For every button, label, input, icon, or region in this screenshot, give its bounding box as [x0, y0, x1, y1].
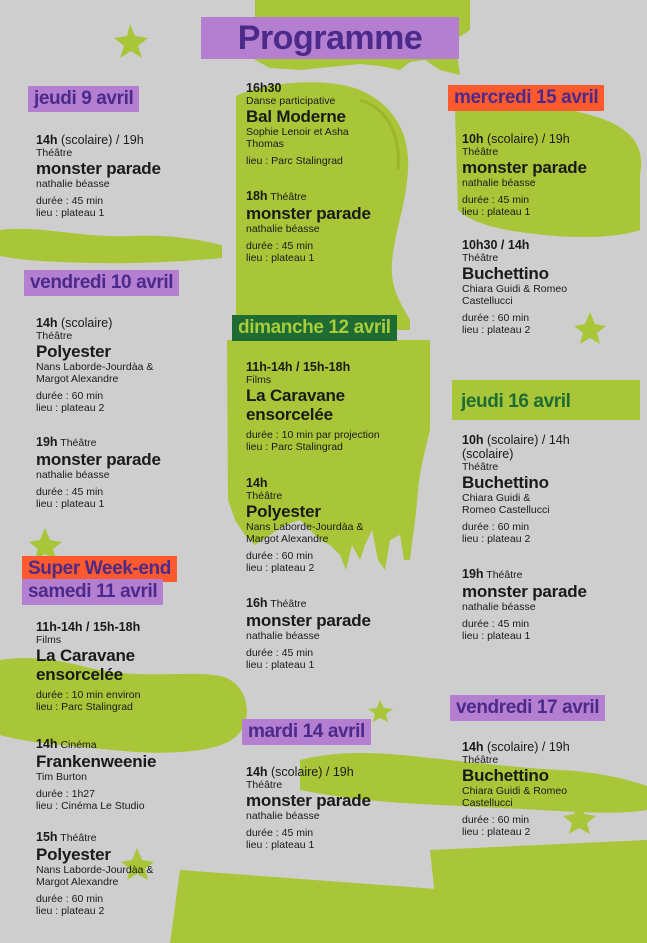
event-time: 16h	[246, 596, 268, 610]
event-samedi11-frankenweenie	[36, 737, 236, 812]
event-time: 11h-14h / 15h-18h	[246, 360, 351, 374]
event-note: (scolaire) / 19h	[483, 740, 570, 754]
event-title: Bal Moderne	[246, 107, 346, 126]
event-duration: durée : 45 min	[246, 827, 314, 839]
event-duration: durée : 60 min	[462, 312, 530, 324]
event-place: lieu : plateau 1	[462, 206, 531, 218]
event-dimanche12-monster-parade	[246, 596, 446, 671]
event-place: lieu : Parc Stalingrad	[246, 441, 343, 453]
event-duration: durée : 10 min par projection	[246, 429, 380, 441]
event-note: (scolaire)	[57, 316, 113, 330]
event-mercredi15-buchettino	[462, 238, 582, 336]
event-place: lieu : plateau 1	[36, 207, 105, 219]
event-genre: Théâtre	[246, 490, 283, 502]
event-artist: Tim Burton	[36, 771, 87, 783]
event-jeudi16-buchettino	[462, 433, 602, 545]
day-label-vendredi-10: vendredi 10 avril	[24, 270, 179, 296]
event-time: 18h	[246, 189, 268, 203]
event-title: Buchettino	[462, 473, 549, 492]
event-note: Théâtre	[267, 598, 307, 610]
event-place: lieu : Parc Stalingrad	[36, 701, 133, 713]
event-duration: durée : 60 min	[462, 521, 530, 533]
event-place: lieu : plateau 2	[462, 826, 531, 838]
event-time: 14h	[246, 476, 268, 490]
event-artist: nathalie béasse	[462, 177, 536, 189]
event-time: 19h	[36, 435, 58, 449]
event-note: (scolaire) / 19h	[483, 132, 570, 146]
event-title: Buchettino	[462, 766, 549, 785]
event-title: monster parade	[462, 582, 587, 601]
event-place: lieu : plateau 2	[246, 562, 315, 574]
event-note: (scolaire) / 19h	[267, 765, 354, 779]
event-vendredi17-buchettino	[462, 740, 582, 838]
event-dimanche12-polyester	[246, 476, 396, 574]
event-mardi14-monster-parade	[246, 765, 446, 851]
event-duration: durée : 60 min	[36, 390, 104, 402]
event-time: 10h30 / 14h	[462, 238, 530, 252]
event-title: monster parade	[36, 450, 161, 469]
event-genre: Théâtre	[462, 146, 499, 158]
event-duration: durée : 60 min	[246, 550, 314, 562]
event-artist: nathalie béasse	[246, 810, 320, 822]
event-artist: Chiara Guidi & Romeo Castellucci	[462, 492, 550, 516]
lime-smear-left	[0, 229, 222, 263]
event-place: lieu : plateau 1	[462, 630, 531, 642]
event-time: 15h	[36, 830, 58, 844]
event-note: (scolaire) / 19h	[57, 133, 144, 147]
event-title: Polyester	[246, 502, 321, 521]
day-label-super-weekend: Super Week-end	[22, 556, 177, 582]
event-time: 14h	[462, 740, 484, 754]
event-place: lieu : plateau 2	[36, 905, 105, 917]
event-time: 10h	[462, 132, 484, 146]
event-title: La Caravane ensorcelée	[246, 386, 345, 424]
event-vendredi10-polyester	[36, 316, 186, 414]
event-genre: Danse participative	[246, 95, 336, 107]
event-artist: Nans Laborde-Jourdàa & Margot Alexandre	[36, 361, 154, 385]
event-title: monster parade	[246, 791, 371, 810]
event-place: lieu : plateau 2	[36, 402, 105, 414]
event-jeudi9-monster-parade	[36, 133, 236, 219]
event-duration: durée : 60 min	[462, 814, 530, 826]
event-time: 14h	[36, 737, 58, 751]
event-time: 19h	[462, 567, 484, 581]
star-icon	[114, 24, 148, 58]
event-title: monster parade	[246, 204, 371, 223]
event-artist: nathalie béasse	[36, 178, 110, 190]
event-samedi11-caravane	[36, 620, 176, 713]
event-samedi11-bal-moderne	[246, 81, 376, 167]
event-note: Théâtre	[57, 832, 97, 844]
day-label-jeudi-9: jeudi 9 avril	[28, 86, 139, 112]
event-title: La Caravane ensorcelée	[36, 646, 135, 684]
star-icon	[368, 700, 393, 722]
event-place: lieu : plateau 2	[462, 324, 531, 336]
event-duration: durée : 1h27	[36, 788, 95, 800]
event-place: lieu : Parc Stalingrad	[246, 155, 343, 167]
event-place: lieu : plateau 1	[36, 498, 105, 510]
event-title: Buchettino	[462, 264, 549, 283]
event-title: monster parade	[246, 611, 371, 630]
lime-slab-bottom	[170, 870, 455, 943]
event-samedi11-monster-parade	[246, 189, 446, 264]
event-samedi11-polyester	[36, 830, 186, 917]
day-label-jeudi-16: jeudi 16 avril	[461, 391, 571, 412]
event-mercredi15-monster-parade	[462, 132, 647, 218]
event-duration: durée : 10 min environ	[36, 689, 141, 701]
event-artist: nathalie béasse	[246, 630, 320, 642]
lime-slab-right-bottom	[430, 840, 647, 943]
event-duration: durée : 45 min	[246, 647, 314, 659]
event-artist: Sophie Lenoir et Asha Thomas	[246, 126, 349, 150]
event-genre: Théâtre	[36, 147, 73, 159]
event-artist: nathalie béasse	[36, 469, 110, 481]
event-artist: nathalie béasse	[246, 223, 320, 235]
event-place: lieu : plateau 1	[246, 839, 315, 851]
day-label-dimanche-12: dimanche 12 avril	[232, 315, 397, 341]
event-genre: Théâtre	[36, 330, 73, 342]
event-place: lieu : plateau 1	[246, 659, 315, 671]
event-time: 14h	[36, 316, 58, 330]
page-title: Programme	[237, 19, 423, 57]
event-note: Cinéma	[57, 739, 97, 751]
event-artist: Chiara Guidi & Romeo Castellucci	[462, 785, 568, 809]
event-artist: Nans Laborde-Jourdàa & Margot Alexandre	[36, 864, 154, 888]
event-time: 14h	[36, 133, 58, 147]
event-jeudi16-monster-parade	[462, 567, 647, 642]
event-genre: Théâtre	[462, 252, 499, 264]
event-artist: Chiara Guidi & Romeo Castellucci	[462, 283, 568, 307]
event-genre: Films	[36, 634, 62, 646]
event-title: monster parade	[462, 158, 587, 177]
event-vendredi10-monster-parade	[36, 435, 236, 510]
event-title: Polyester	[36, 845, 111, 864]
event-note: (scolaire) / 14h (scolaire)	[462, 433, 570, 461]
event-time: 14h	[246, 765, 268, 779]
event-place: lieu : plateau 2	[462, 533, 531, 545]
event-duration: durée : 45 min	[462, 618, 530, 630]
event-artist: nathalie béasse	[462, 601, 536, 613]
event-note: Théâtre	[57, 437, 97, 449]
day-label-samedi-11: samedi 11 avril	[22, 579, 163, 605]
event-note: Théâtre	[483, 569, 523, 581]
day-label-vendredi-17: vendredi 17 avril	[450, 695, 605, 721]
event-duration: durée : 45 min	[246, 240, 314, 252]
event-duration: durée : 60 min	[36, 893, 104, 905]
event-title: monster parade	[36, 159, 161, 178]
event-genre: Théâtre	[462, 461, 499, 473]
event-time: 16h30	[246, 81, 282, 95]
event-time: 10h	[462, 433, 484, 447]
event-duration: durée : 45 min	[36, 486, 104, 498]
event-duration: durée : 45 min	[462, 194, 530, 206]
event-time: 11h-14h / 15h-18h	[36, 620, 141, 634]
event-genre: Théâtre	[462, 754, 499, 766]
event-dimanche12-caravane	[246, 360, 406, 453]
event-genre: Films	[246, 374, 272, 386]
event-duration: durée : 45 min	[36, 195, 104, 207]
event-place: lieu : Cinéma Le Studio	[36, 800, 145, 812]
event-genre: Théâtre	[246, 779, 283, 791]
event-place: lieu : plateau 1	[246, 252, 315, 264]
event-artist: Nans Laborde-Jourdàa & Margot Alexandre	[246, 521, 364, 545]
day-label-mercredi-15: mercredi 15 avril	[448, 85, 604, 111]
event-title: Frankenweenie	[36, 752, 157, 771]
title-box	[201, 17, 459, 59]
event-title: Polyester	[36, 342, 111, 361]
event-note: Théâtre	[267, 191, 307, 203]
day-label-mardi-14: mardi 14 avril	[242, 719, 371, 745]
